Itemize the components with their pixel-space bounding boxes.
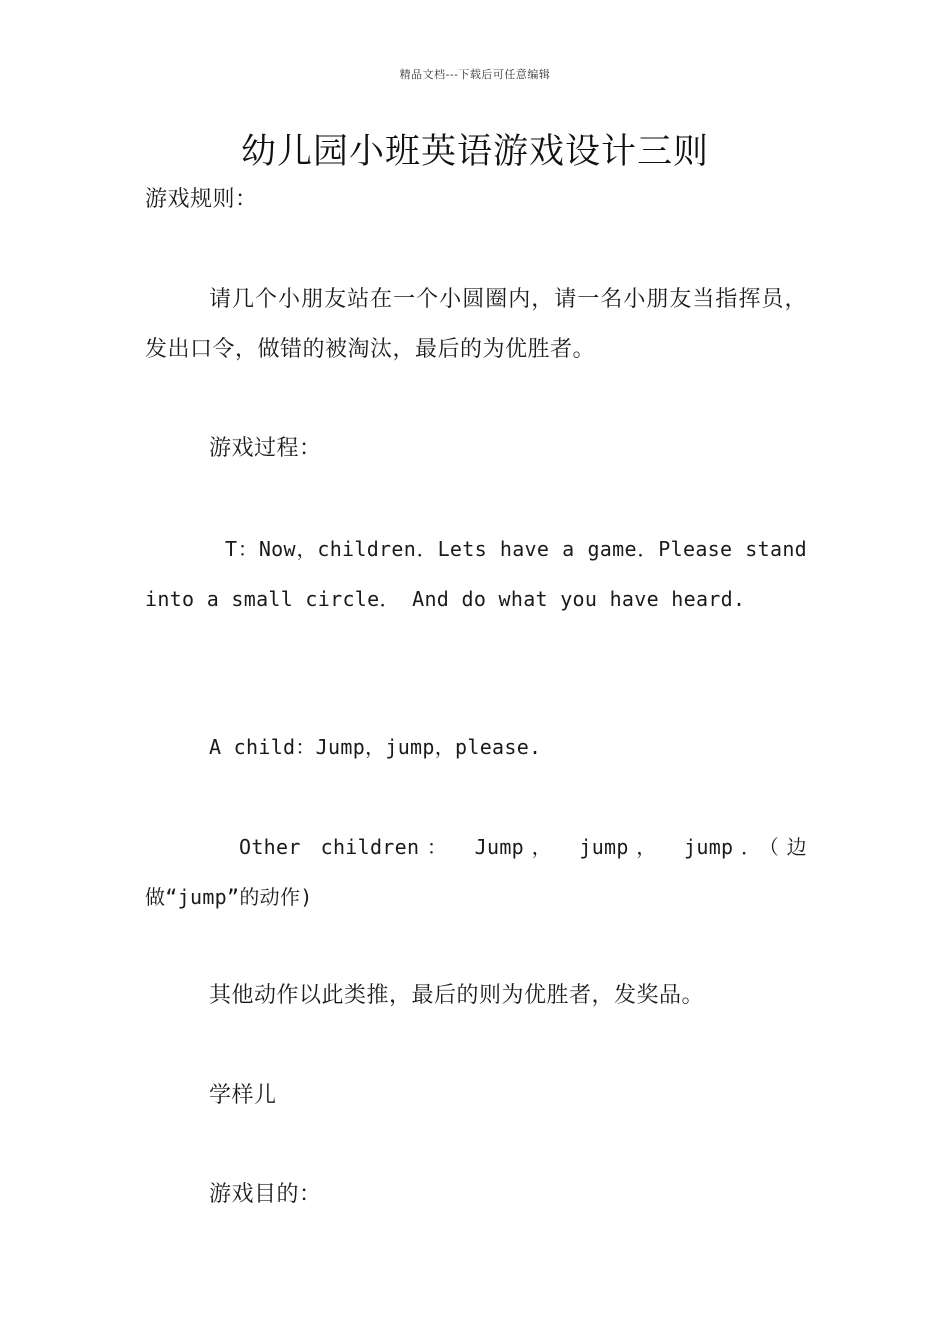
paragraph-rules-heading: 游戏规则： bbox=[145, 187, 258, 212]
paragraph-conclusion: 其他动作以此类推，最后的则为优胜者，发奖品。 bbox=[209, 983, 705, 1008]
paragraph-game2-title: 学样儿 bbox=[209, 1083, 277, 1108]
paragraph-child-line: A child：Jump，jump，please. bbox=[209, 735, 542, 759]
paragraph-purpose-heading: 游戏目的： bbox=[209, 1182, 322, 1207]
paragraph-teacher-line: T：Now，children．Lets have a game．Please stand into a small circle． And do what you have heard. bbox=[145, 537, 807, 611]
paragraph-rules-body: 请几个小朋友站在一个小圆圈内，请一名小朋友当指挥员，发出口令，做错的被淘汰，最后的为优胜者。 bbox=[145, 287, 807, 362]
document-title: 幼儿园小班英语游戏设计三则 bbox=[240, 132, 709, 172]
header-note: 精品文档---下载后可任意编辑 bbox=[399, 68, 551, 81]
paragraph-process-heading: 游戏过程： bbox=[209, 436, 322, 461]
paragraph-others-line: Other children： Jump， jump， jump．（边做“jump”的动作) bbox=[145, 835, 807, 909]
